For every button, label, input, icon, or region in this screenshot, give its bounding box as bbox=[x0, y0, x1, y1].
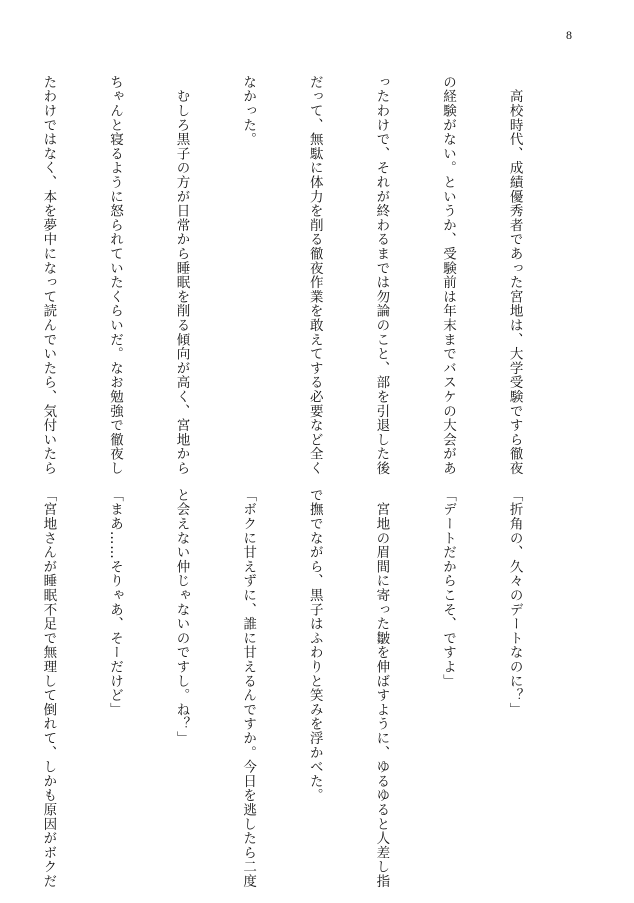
text-line: ったわけで、それが終わるまでは勿論のこと、部を引退した後 bbox=[373, 75, 390, 476]
text-line: で撫でながら、黒子はふわりと笑みを浮かべた。 bbox=[306, 488, 323, 803]
text-line: なかった。 bbox=[240, 75, 257, 147]
text-line: だって、無駄に体力を削る徹夜作業を敢えてする必要など全く bbox=[306, 75, 323, 476]
text-line: むしろ黒子の方が日常から睡眠を削る傾向が高く、宮地から bbox=[173, 75, 190, 476]
text-line: たわけではなく、本を夢中になって読んでいたら、気付いたら bbox=[40, 75, 57, 476]
upper-text-block bbox=[10, 75, 570, 476]
text-line: 「ボクに甘えずに、誰に甘えるんですか。今日を逃したら二度 bbox=[240, 488, 257, 889]
text-line: 「まあ……そりゃあ、そーだけど」 bbox=[106, 488, 123, 717]
text-line: の経験がない。というか、受験前は年末までバスケの大会があ bbox=[439, 75, 456, 476]
text-line: 「折角の、久々のデートなのに？」 bbox=[506, 488, 523, 717]
text-line: ちゃんと寝るように怒られていたくらいだ。なお勉強で徹夜し bbox=[106, 75, 123, 476]
page-number: 8 bbox=[566, 28, 572, 42]
text-line: 「宮地さんが睡眠不足で無理して倒れて、しかも原因がボクだ bbox=[40, 488, 57, 889]
lower-text-block bbox=[10, 488, 570, 889]
text-line: 宮地の眉間に寄った皺を伸ばすように、ゆるゆると人差し指 bbox=[373, 488, 390, 889]
text-line: と会えない仲じゃないのですし。ね？」 bbox=[173, 488, 190, 746]
text-line: 高校時代、成績優秀者であった宮地は、大学受験ですら徹夜 bbox=[506, 75, 523, 476]
text-line: 「デートだからこそ、ですよ」 bbox=[439, 488, 456, 689]
